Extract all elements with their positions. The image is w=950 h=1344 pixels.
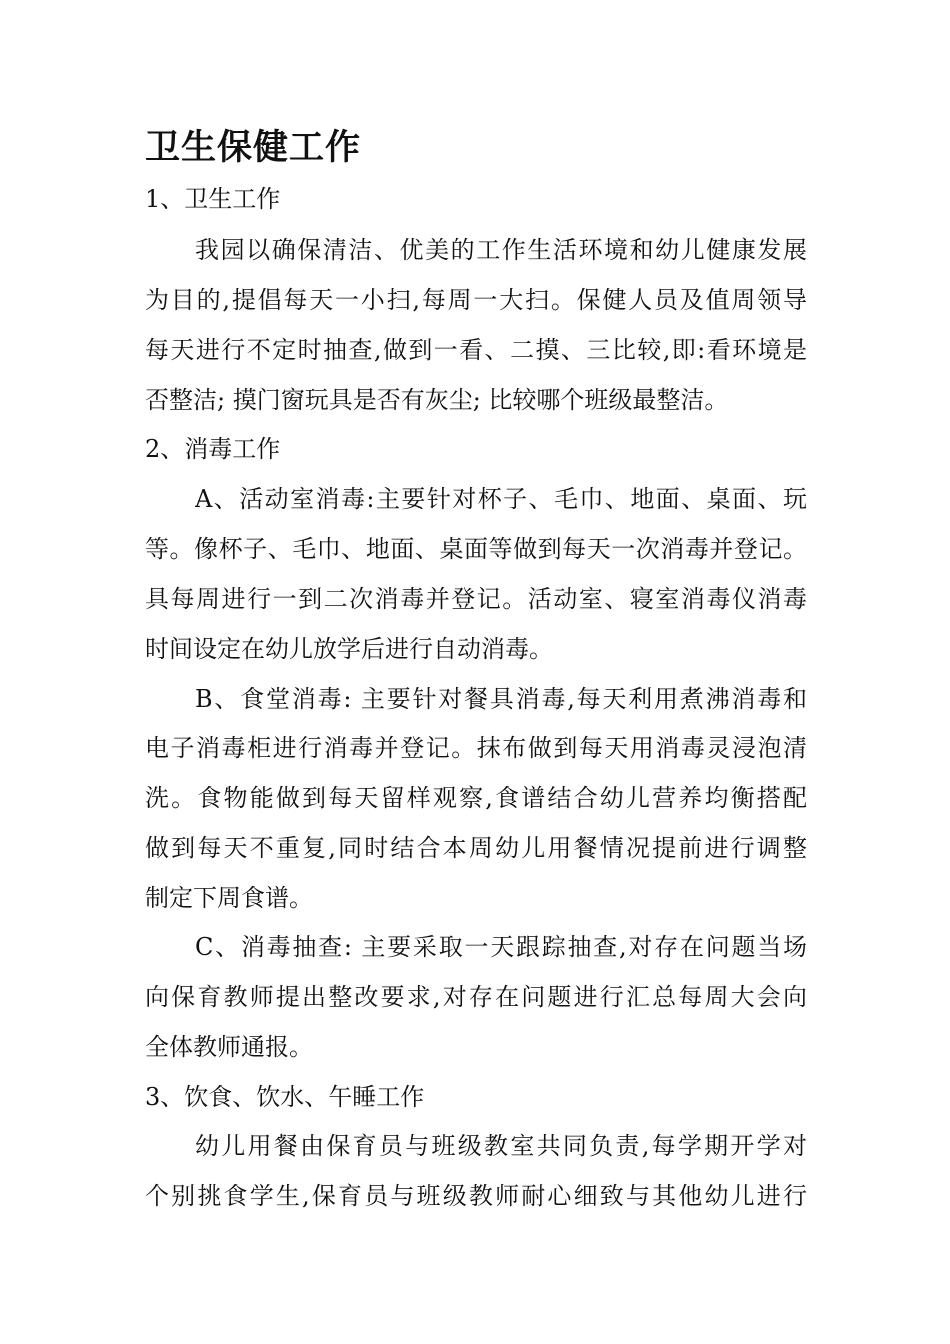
paragraph-line: 等。像杯子、毛巾、地面、桌面等做到每天一次消毒并登记。 xyxy=(145,535,807,563)
paragraph-line: 制定下周食谱。 xyxy=(145,884,313,912)
paragraph-line: 全体教师通报。 xyxy=(145,1033,313,1061)
paragraph-line: 电子消毒柜进行消毒并登记。抹布做到每天用消毒灵浸泡清 xyxy=(145,734,807,762)
paragraph-line: 幼儿用餐由保育员与班级教室共同负责,每学期开学对 xyxy=(195,1132,807,1160)
section-heading: 3、饮食、饮水、午睡工作 xyxy=(145,1083,425,1111)
paragraph-line: 时间设定在幼儿放学后进行自动消毒。 xyxy=(145,635,553,663)
paragraph-line: A、活动室消毒:主要针对杯子、毛巾、地面、桌面、玩 xyxy=(195,485,807,513)
paragraph-line: 向保育教师提出整改要求,对存在问题进行汇总每周大会向 xyxy=(145,983,807,1011)
document-title: 卫生保健工作 xyxy=(145,128,362,168)
paragraph-line: 具每周进行一到二次消毒并登记。活动室、寝室消毒仪消毒 xyxy=(145,585,807,613)
paragraph-line: B、食堂消毒: 主要针对餐具消毒,每天利用煮沸消毒和 xyxy=(195,685,807,713)
paragraph-line: 我园以确保清洁、优美的工作生活环境和幼儿健康发展 xyxy=(195,236,807,264)
paragraph-line: 为目的,提倡每天一小扫,每周一大扫。保健人员及值周领导 xyxy=(145,286,807,314)
paragraph-line: 做到每天不重复,同时结合本周幼儿用餐情况提前进行调整 xyxy=(145,834,807,862)
paragraph-line: 每天进行不定时抽查,做到一看、二摸、三比较,即:看环境是 xyxy=(145,336,807,364)
section-heading: 1、卫生工作 xyxy=(145,185,281,213)
section-heading: 2、消毒工作 xyxy=(145,435,281,463)
paragraph-line: 洗。食物能做到每天留样观察,食谱结合幼儿营养均衡搭配 xyxy=(145,784,807,812)
paragraph-line: C、消毒抽查: 主要采取一天跟踪抽查,对存在问题当场 xyxy=(195,933,807,961)
paragraph-line: 否整洁; 摸门窗玩具是否有灰尘; 比较哪个班级最整洁。 xyxy=(145,386,729,414)
paragraph-line: 个别挑食学生,保育员与班级教师耐心细致与其他幼儿进行 xyxy=(145,1182,807,1210)
